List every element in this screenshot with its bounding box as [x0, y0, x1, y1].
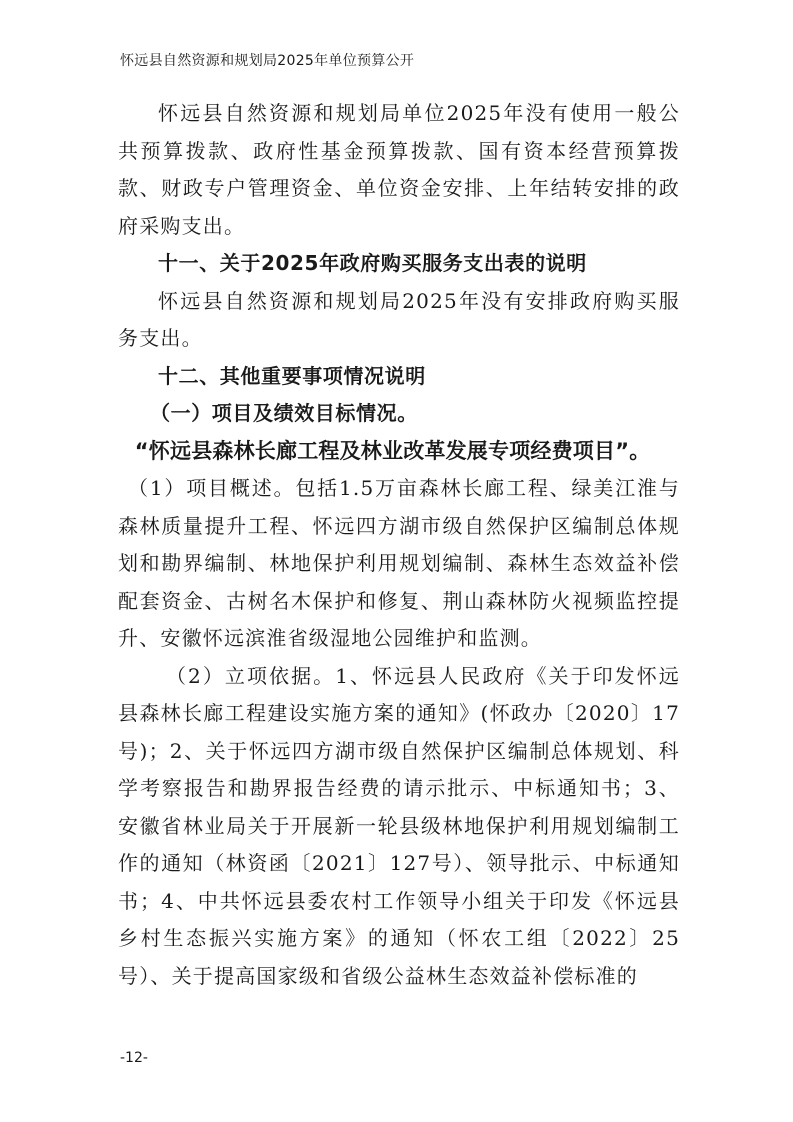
paragraph-service-purchase: 怀远县自然资源和规划局2025年没有安排政府购买服务支出。: [118, 288, 680, 350]
project-title: “怀远县森林长廊工程及林业改革发展专项经费项目”。: [134, 438, 651, 463]
page-header: 怀远县自然资源和规划局2025年单位预算公开: [120, 53, 415, 69]
heading-subsection-1: （一）项目及绩效目标情况。: [150, 401, 418, 425]
heading-section-11: 十一、关于2025年政府购买服务支出表的说明: [158, 251, 587, 275]
heading-section-12: 十二、其他重要事项情况说明: [158, 363, 426, 388]
page-number: -12-: [120, 1050, 148, 1066]
paragraph-procurement: 怀远县自然资源和规划局单位2025年没有使用一般公共预算拨款、政府性基金预算拨款、国有资本经营预算拨款、财政专户管理资金、单位资金安排、上年结转安排的政府采购支出。: [118, 101, 680, 238]
paragraph-project-overview: （1）项目概述。包括1.5万亩森林长廊工程、绿美江淮与森林质量提升工程、怀远四方湖市级自然保护区编制总体规划和勘界编制、林地保护利用规划编制、森林生态效益补偿配套资金、古树名木保护和修复、荆山森林防火视频监控提升、安徽怀远滨淮省级湿地公园维护和监测。: [118, 476, 680, 650]
paragraph-project-basis: （2）立项依据。1、怀远县人民政府《关于印发怀远县森林长廊工程建设实施方案的通知》(怀政办〔2020〕17号)；2、关于怀远四方湖市级自然保护区编制总体规划、科学考察报告和勘界报告经费的请示批示、中标通知书；3、安徽省林业局关于开展新一轮县级林地保护利用规划编制工作的通知（林资函〔2021〕127号）、领导批示、中标通知书；4、中共怀远县委农村工作领导小组关于印发《怀远县乡村生态振兴实施方案》的通知（怀农工组〔2022〕25号）、关于提高国家级和省级公益林生态效益补偿标准的: [118, 663, 680, 988]
document-body: [118, 95, 680, 995]
